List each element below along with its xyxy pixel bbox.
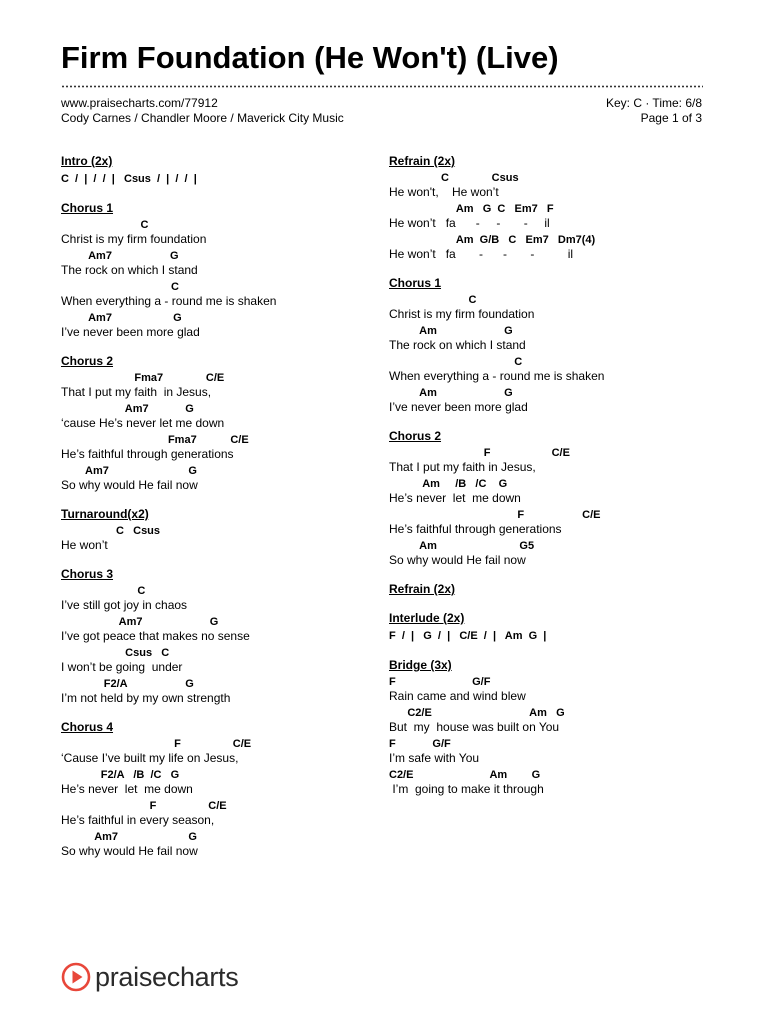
lyric-line: I’ve never been more glad (61, 325, 200, 339)
chord-progression: F / | G / | C/E / | Am G | (389, 630, 547, 642)
chord-lyric-pair (61, 465, 361, 493)
lyric-line: Christ is my firm foundation (61, 232, 207, 246)
chord-lyric-pair (389, 738, 719, 766)
song-section (389, 154, 719, 262)
chord-lyric-pair (61, 831, 361, 859)
chord-lyric-pair (61, 372, 361, 400)
chord-lyric-pair (61, 434, 361, 462)
section-title: Interlude (2x) (389, 611, 465, 625)
chord-lyric-pair (61, 312, 361, 340)
left-column (61, 154, 361, 873)
chord-line: F G/F (389, 676, 491, 688)
chord-line: Am G (389, 387, 513, 399)
section-title: Bridge (3x) (389, 658, 452, 672)
chord-lyric-pair (61, 800, 361, 828)
song-section (61, 201, 361, 340)
section-title: Intro (2x) (61, 154, 113, 168)
chord-line: Am G C Em7 F (389, 203, 554, 215)
lyric-line: He won’t fa - - - il (389, 216, 550, 230)
lyric-line: The rock on which I stand (389, 338, 526, 352)
chord-line: Am7 G (61, 465, 197, 477)
header-right (606, 96, 702, 126)
chord-lyric-pair (389, 325, 719, 353)
song-section (389, 582, 719, 597)
chord-lyric-pair (61, 738, 361, 766)
chord-lyric-pair (61, 250, 361, 278)
chord-line: F C/E (61, 738, 252, 750)
song-section (61, 720, 361, 859)
chord-line: Am G (389, 325, 513, 337)
chord-line: Am G/B C Em7 Dm7(4) (389, 234, 596, 246)
lyric-line: He’s never let me down (61, 782, 193, 796)
chord-line: F C/E (61, 800, 227, 812)
chord-lyric-pair (61, 647, 361, 675)
chord-lyric-pair (61, 403, 361, 431)
lyric-line: That I put my faith in Jesus, (61, 385, 212, 399)
chord-line: C (61, 281, 179, 293)
lyric-line: ‘cause He’s never let me down (61, 416, 225, 430)
key-time: Key: C · Time: 6/8 (605, 96, 702, 110)
lyric-line: Rain came and wind blew (389, 689, 526, 703)
song-section (61, 154, 361, 187)
chord-lyric-pair (61, 525, 361, 553)
section-title: Chorus 3 (61, 567, 114, 581)
chord-lyric-pair (389, 707, 719, 735)
source-url[interactable]: www.praisecharts.com/77912 (61, 96, 218, 110)
chord-lyric-pair (61, 616, 361, 644)
lyric-line: ‘Cause I’ve built my life on Jesus, (61, 751, 239, 765)
chord-lyric-pair (61, 585, 361, 613)
lyric-line: He won’t (61, 538, 108, 552)
lyric-line: I’m safe with You (389, 751, 480, 765)
section-title: Refrain (2x) (389, 154, 456, 168)
lyric-line: So why would He fail now (61, 478, 198, 492)
chord-line: Am7 G (61, 312, 182, 324)
dotted-divider (61, 85, 703, 88)
lyric-line: I’m not held by my own strength (61, 691, 231, 705)
chord-lyric-pair (389, 172, 719, 200)
song-section (61, 354, 361, 493)
lyric-line: I won’t be going under (61, 660, 183, 674)
section-title: Chorus 2 (61, 354, 114, 368)
chord-line: C (389, 356, 523, 368)
chord-line: C2/E Am G (389, 707, 565, 719)
chord-lyric-pair (389, 676, 719, 704)
chord-line: Fma7 C/E (61, 434, 249, 446)
chord-lyric-pair (389, 356, 719, 384)
lyric-line: He’s faithful through generations (389, 522, 562, 536)
song-authors: Cody Carnes / Chandler Moore / Maverick City Music (61, 111, 344, 125)
lyric-line: I’m going to make it through (389, 782, 544, 796)
lyric-line: Christ is my firm foundation (389, 307, 535, 321)
lyric-line: He’s never let me down (389, 491, 521, 505)
chord-line: Csus C (61, 647, 170, 659)
chord-line: F2/A /B /C G (61, 769, 180, 781)
song-section (389, 276, 719, 415)
section-title: Turnaround(x2) (61, 507, 149, 521)
praisecharts-logo (61, 960, 238, 994)
chord-progression: C / | / / | Csus / | / / | (61, 173, 197, 185)
lyric-line: I’ve got peace that makes no sense (61, 629, 250, 643)
song-title: Firm Foundation (He Won't) (Live) (61, 40, 559, 75)
lyric-line: That I put my faith in Jesus, (389, 460, 536, 474)
song-section (389, 658, 719, 797)
lyric-line: The rock on which I stand (61, 263, 198, 277)
logo-text: praisecharts (95, 961, 239, 992)
chord-lyric-pair (61, 678, 361, 706)
chord-line: C (61, 219, 149, 231)
chord-line: F2/A G (61, 678, 194, 690)
chord-lyric-pair (389, 294, 719, 322)
lyric-line: But my house was built on You (389, 720, 560, 734)
chord-lyric-pair (61, 219, 361, 247)
chord-lyric-pair (61, 769, 361, 797)
chord-lyric-pair (389, 769, 719, 797)
lyric-line: So why would He fail now (61, 844, 198, 858)
lyric-line: When everything a - round me is shaken (389, 369, 605, 383)
chord-line: Am7 G (61, 616, 219, 628)
chord-line: C (389, 294, 477, 306)
lyric-line: He’s faithful in every season, (61, 813, 215, 827)
lyric-line: I’ve never been more glad (389, 400, 528, 414)
chord-line: F G/F (389, 738, 451, 750)
chord-line: C (61, 585, 146, 597)
lyric-line: When everything a - round me is shaken (61, 294, 277, 308)
play-circle-icon (61, 962, 91, 992)
chord-lyric-pair (389, 478, 719, 506)
right-column (389, 154, 719, 811)
chord-line: Am7 G (61, 250, 179, 262)
chord-lyric-pair (389, 509, 719, 537)
chord-lyric-pair (389, 234, 719, 262)
section-title: Chorus 1 (61, 201, 114, 215)
chord-lyric-pair (389, 387, 719, 415)
chord-line: Am /B /C G (389, 478, 508, 490)
chord-line: Am7 G (61, 831, 197, 843)
section-title: Chorus 2 (389, 429, 442, 443)
chord-lyric-pair (61, 281, 361, 309)
chord-line: Am G5 (389, 540, 535, 552)
chord-line: F C/E (389, 447, 570, 459)
lyric-line: I’ve still got joy in chaos (61, 598, 188, 612)
song-section (61, 567, 361, 706)
song-section (389, 611, 719, 644)
chord-line: F C/E (389, 509, 601, 521)
section-title: Chorus 4 (61, 720, 114, 734)
page-number: Page 1 of 3 (640, 111, 702, 125)
lyric-line: He’s faithful through generations (61, 447, 234, 461)
header-left (61, 96, 344, 126)
section-title: Refrain (2x) (389, 582, 456, 596)
lyric-line: He won’t fa - - - il (389, 247, 574, 261)
section-title: Chorus 1 (389, 276, 442, 290)
chord-line: Am7 G (61, 403, 194, 415)
chord-line: C Csus (61, 525, 161, 537)
song-section (61, 507, 361, 553)
chord-lyric-pair (389, 540, 719, 568)
chord-line: Fma7 C/E (61, 372, 225, 384)
chord-lyric-pair (389, 203, 719, 231)
chord-lyric-pair (389, 447, 719, 475)
lyric-line: So why would He fail now (389, 553, 526, 567)
lyric-line: He won't, He won’t (389, 185, 499, 199)
song-section (389, 429, 719, 568)
chord-line: C2/E Am G (389, 769, 541, 781)
chord-line: C Csus (389, 172, 519, 184)
